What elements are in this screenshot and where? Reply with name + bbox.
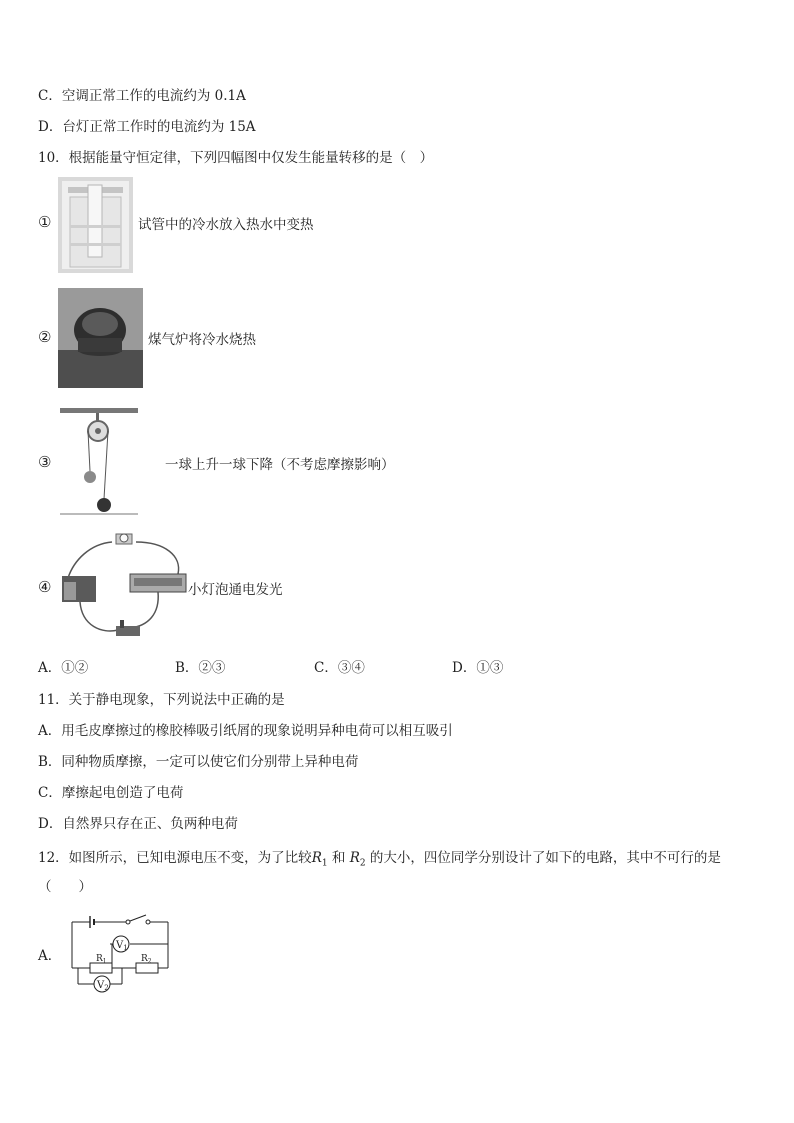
test-tube-photo [58,177,133,273]
bulb-circuit-photo [60,530,195,642]
option-b: B．②③ [175,660,226,676]
q10-item-2 [38,288,738,398]
r2-symbol: R [349,850,360,866]
q10-item-1 [38,175,738,285]
stem-part-a: 12．如图所示，已知电源电压不变，为了比较 [38,850,312,866]
q10-item-4 [38,530,738,640]
circuit-diagram-a [68,910,173,1000]
line-c: C．空调正常工作的电流约为 0.1A [38,88,246,104]
q10-options [38,656,738,676]
q12-option-a-label: A． [38,948,62,964]
item-number: ① [38,213,52,231]
v1-label: $V_1$ [116,940,128,952]
item-caption: 一球上升一球下降（不考虑摩擦影响） [165,457,395,473]
stem-part-b: 的大小，四位同学分别设计了如下的电路，其中不可行的是 [365,850,721,866]
pulley-photo [60,405,140,517]
question-11-stem: 11．关于静电现象，下列说法中正确的是 [38,692,285,708]
gas-stove-photo [58,288,143,388]
item-caption: 煤气炉将冷水烧热 [148,332,256,348]
v2-label: $V_2$ [97,980,109,992]
item-number: ③ [38,453,52,471]
question-12-paren: （ ） [38,879,92,895]
q11-option-a: A．用毛皮摩擦过的橡胶棒吸引纸屑的现象说明异种电荷可以相互吸引 [38,723,453,739]
option-a: A．①② [38,660,89,676]
question-10-stem: 10．根据能量守恒定律，下列四幅图中仅发生能量转移的是（ ） [38,150,434,166]
line-d: D．台灯正常工作时的电流约为 15A [38,119,256,135]
item-number: ④ [38,578,52,596]
r2-label: $R_2$ [141,954,152,965]
question-12-stem [38,846,721,869]
q10-item-3 [38,405,738,515]
stem-and: 和 [327,850,350,866]
q11-option-b: B．同种物质摩擦，一定可以使它们分别带上异种电荷 [38,754,359,770]
option-c: C．③④ [314,660,365,676]
r1-subscript: 1 [321,858,328,869]
q11-option-c: C．摩擦起电创造了电荷 [38,785,184,801]
option-d: D．①③ [452,660,504,676]
item-caption: 小灯泡通电发光 [188,582,283,598]
r1-label: $R_1$ [96,954,107,965]
item-number: ② [38,328,52,346]
r2-subscript: 2 [359,858,366,869]
item-caption: 试管中的冷水放入热水中变热 [138,217,314,233]
r1-symbol: R [311,850,322,866]
q11-option-d: D．自然界只存在正、负两种电荷 [38,816,238,832]
